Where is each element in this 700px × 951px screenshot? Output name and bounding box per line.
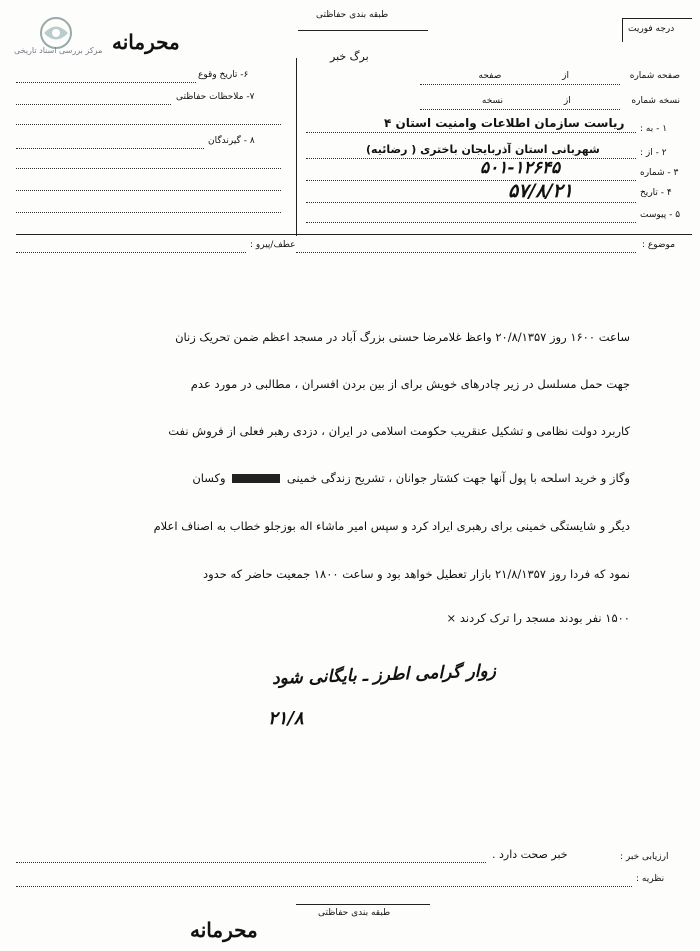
page-of-label: از bbox=[562, 71, 569, 81]
page-row-dots bbox=[420, 84, 620, 85]
date-label: ۴ - تاریخ bbox=[640, 188, 672, 198]
evaluation-dots bbox=[16, 862, 486, 863]
classification-label-top: طبقه بندی حفاظتی bbox=[316, 10, 389, 20]
from-value: شهربانی استان آذربایجان باختری ( رضائیه) bbox=[366, 143, 600, 156]
urgency-box-side bbox=[622, 18, 623, 42]
opinion-dots bbox=[16, 886, 632, 887]
body-line-2: جهت حمل مسلسل در زیر چادرهای خویش برای از بین بردن افسران ، مطالبی در مورد عدم bbox=[190, 377, 630, 391]
to-dots bbox=[306, 132, 636, 133]
notes-line-2 bbox=[16, 124, 281, 125]
attachment-dots bbox=[306, 222, 636, 223]
date-value: ۵۷/۸/۲۱ bbox=[508, 180, 573, 202]
reference-label: عطف/پیرو : bbox=[250, 240, 296, 250]
page-number-label: صفحه شماره bbox=[629, 71, 680, 81]
body-line-4 bbox=[192, 471, 630, 485]
classification-label-bottom: طبقه بندی حفاظتی bbox=[318, 908, 391, 918]
handwritten-note: زوار گرامی اطرز ـ بایگانی شود bbox=[271, 661, 497, 689]
evaluation-value: خبر صحت دارد . bbox=[492, 848, 568, 861]
incident-date-dots bbox=[16, 82, 196, 83]
body-line-5: دیگر و شایستگی خمینی برای رهبری ایراد کرد و سپس امیر ماشاء اله بوزجلو خطاب به اصناف اعلام bbox=[153, 519, 630, 533]
archive-logo-text: مرکز بررسی اسناد تاریخی bbox=[14, 46, 103, 55]
subject-dots bbox=[16, 252, 246, 253]
to-value: ریاست سازمان اطلاعات وامنیت استان ۴ bbox=[384, 116, 625, 130]
header-divider bbox=[296, 58, 297, 236]
number-label: ۳ - شماره bbox=[640, 168, 679, 178]
footer-rule bbox=[296, 904, 430, 905]
archive-logo bbox=[14, 16, 104, 56]
protective-notes-dots bbox=[16, 104, 171, 105]
body-line-3: کاربرد دولت نظامی و تشکیل عنقریب حکومت اسلامی در ایران ، دزدی رهبر فعلی از فروش نفت bbox=[168, 424, 630, 438]
date-dots bbox=[306, 202, 636, 203]
recipients-dots bbox=[16, 148, 204, 149]
body-line-7: ۱۵۰۰ نفر بودند مسجد را ترک کردند × bbox=[446, 611, 630, 625]
reference-dots bbox=[296, 252, 636, 253]
evaluation-label: ارزیابی خبر : bbox=[620, 852, 669, 862]
number-dots bbox=[306, 180, 636, 181]
body-line-4-tail: وکسان bbox=[192, 471, 226, 485]
page-unit-label: صفحه bbox=[478, 71, 502, 81]
urgency-label: درجه فوریت bbox=[628, 24, 675, 34]
body-line-6: نمود که فردا روز ۲۱/۸/۱۳۵۷ بازار تعطیل خواهد بود و ساعت ۱۸۰۰ جمعیت حاضر که حدود bbox=[202, 567, 630, 581]
form-title: برگ خبر bbox=[330, 50, 369, 63]
incident-date-label: ۶- تاریخ وقوع bbox=[198, 70, 249, 80]
copy-number-row bbox=[420, 96, 680, 106]
header-rule-top bbox=[298, 30, 428, 31]
recipients-line-2 bbox=[16, 168, 281, 169]
subject-label: موضوع : bbox=[642, 240, 676, 250]
body-line-1: ساعت ۱۶۰۰ روز ۲۰/۸/۱۳۵۷ واعظ غلامرضا حسنی بزرگ آباد در مسجد اعظم ضمن تحریک زنان bbox=[175, 330, 630, 344]
protective-notes-label: ۷- ملاحظات حفاظتی bbox=[176, 92, 255, 102]
copy-row-dots bbox=[420, 109, 620, 110]
copy-of-label: از bbox=[563, 96, 571, 106]
number-value: ۵۰۱-۱۲۶۴۵ bbox=[480, 158, 561, 178]
urgency-box-top bbox=[622, 18, 692, 19]
confidential-stamp-bottom: محرمانه bbox=[190, 918, 258, 942]
to-label: ۱ - به : bbox=[640, 124, 668, 134]
redaction-mark bbox=[232, 474, 280, 483]
body-line-4-text: وگاز و خرید اسلحه با پول آنها جهت کشتار جوانان ، تشریح زندگی خمینی bbox=[286, 471, 630, 485]
recipients-line-4 bbox=[16, 212, 281, 213]
copy-number-label: نسخه شماره bbox=[631, 96, 680, 106]
recipients-line-3 bbox=[16, 190, 281, 191]
handwritten-mark: ۲۱/۸ bbox=[268, 708, 304, 729]
attachment-label: ۵ - پیوست bbox=[640, 210, 681, 220]
page-number-row bbox=[420, 71, 680, 81]
from-label: ۲ - از : bbox=[640, 148, 667, 158]
recipients-label: ۸ - گیرندگان bbox=[208, 136, 255, 146]
confidential-stamp-top: محرمانه bbox=[112, 30, 180, 54]
archive-logo-icon bbox=[36, 16, 76, 50]
subject-rule bbox=[16, 234, 692, 235]
opinion-label: نظریه : bbox=[636, 874, 665, 884]
from-dots bbox=[306, 158, 636, 159]
copy-unit-label: نسخه bbox=[481, 96, 504, 106]
